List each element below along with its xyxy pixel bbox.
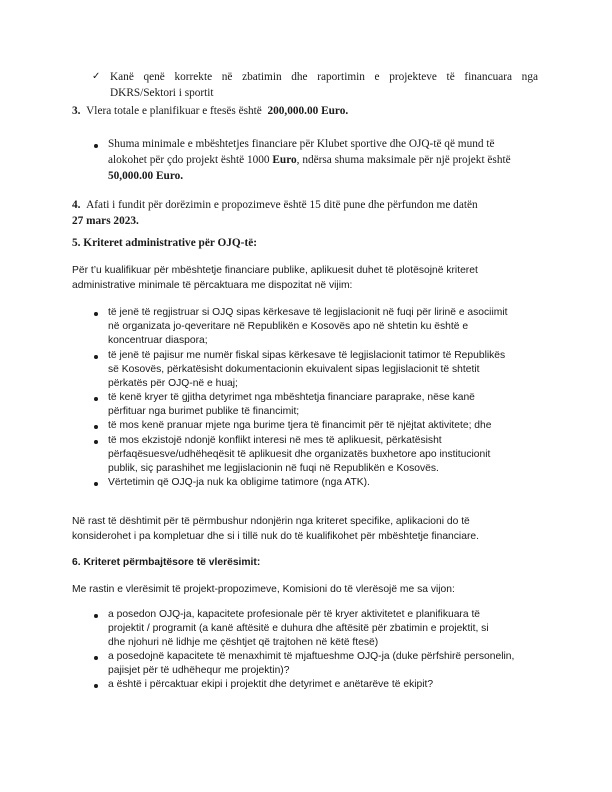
section3-bullet-line2a: alokohet për çdo projekt është 1000 <box>108 154 273 166</box>
bullet-icon <box>94 614 98 618</box>
section3-text: Vlera totale e planifikuar e ftesës është <box>86 105 262 117</box>
eval-item-2-line1: a posedojnë kapacitete të menaxhimit të mjaftueshme OJQ-ja (duke përfshirë personelin, <box>108 651 515 662</box>
check-item-line1: Kanë qenë korrekte në zbatimin dhe raportimin e projekteve të financuara nga <box>110 71 538 83</box>
criteria-item-5-line3: publik, siç parashihet me legjislacionin në fuqi në Republikën e Kosovës. <box>108 463 439 474</box>
section6-heading <box>72 556 260 570</box>
criteria-item-3-line1: të kenë kryer të gjitha detyrimet nga mbështetja financiare paraprake, nëse kanë <box>108 392 475 403</box>
section6-heading-text: 6. Kriteret përmbajtësore të vlerësimit: <box>72 557 261 568</box>
section3-number: 3. <box>72 105 81 117</box>
section5-closing-line2: konsiderohet i pa kompletuar dhe si i tillë nuk do të kualifikohet për mbështetje financiare. <box>72 531 479 542</box>
bullet-icon <box>94 425 98 429</box>
criteria-item-6-line1: Vërtetimin që OJQ-ja nuk ka obligime tatimore (nga ATK). <box>108 477 370 488</box>
section3-amount: 200,000.00 Euro. <box>267 105 349 117</box>
criteria-item-1-line2: në organizata jo-qeveritare në Republikën e Kosovës apo në shtetin ku është e <box>108 321 469 332</box>
bullet-icon <box>94 312 98 316</box>
section4-number: 4. <box>72 199 81 211</box>
bullet-icon <box>94 440 98 444</box>
eval-item-2-line2: pajisjet për të udhëhequr me projektin)? <box>108 665 290 676</box>
section4-date <box>72 214 139 229</box>
section5-intro-line1: Për t’u kualifikuar për mbështetje financiare publike, aplikuesit duhet të plotësojnë kriteret <box>72 265 478 276</box>
criteria-item-4-line1: të mos kenë pranuar mjete nga burime tjera të financimit për të njëjtat aktivitete; dhe <box>108 420 492 431</box>
eval-item-1-line3: dhe njohuri në lidhje me çështjet që trajtohen në këtë ftesë) <box>108 637 379 648</box>
section5-heading <box>72 236 257 251</box>
section4-date-text: 27 mars 2023. <box>72 215 139 227</box>
criteria-item-2-line2: së Kosovës, përkatësisht dokumentacionin ekuivalent sipas legjislacionit të shtetit <box>108 364 480 375</box>
section3-bullet-line2c: , ndërsa shuma maksimale për një projekt është <box>296 154 511 166</box>
criteria-item-2-line3: përkatës për OJQ-në e huaj; <box>108 378 238 389</box>
criteria-item-5-line2: përfaqësuesve/udhëheqësit të aplikuesit dhe organizatës buxhetore apo institucionit <box>108 449 491 460</box>
bullet-icon <box>94 656 98 660</box>
criteria-item-5-line1: të mos ekzistojë ndonjë konflikt interesi në mes të aplikuesit, përkatësisht <box>108 435 442 446</box>
criteria-item-3-line2: përfituar nga burimet publike të financimit; <box>108 406 300 417</box>
bullet-icon <box>94 482 98 486</box>
bullet-icon <box>94 397 98 401</box>
section3-bullet-line2 <box>108 153 511 168</box>
check-item-line2: DKRS/Sektori i sportit <box>110 87 214 99</box>
section3-bullet-euro: Euro <box>272 154 297 166</box>
section3-max-amount: 50,000.00 Euro. <box>108 170 184 182</box>
section5-heading-text: 5. Kriteret administrative për OJQ-të: <box>72 237 257 249</box>
eval-item-1-line2: projektit / programit (a kanë aftësitë e duhura dhe aftësitë për zbatimin e projektit, si <box>108 623 489 634</box>
section3-bullet-line1: Shuma minimale e mbështetjes financiare për Klubet sportive dhe OJQ-të që mund të <box>108 138 495 150</box>
checkmark-icon: ✓ <box>92 71 101 82</box>
section5-intro-line2: administrative minimale të përcaktuara me dispozitat në vijim: <box>72 280 353 291</box>
section6-intro: Me rastin e vlerësimit të projekt-propozimeve, Komisioni do të vlerësojë me sa vijon: <box>72 584 455 595</box>
eval-item-3-line1: a është i përcaktuar ekipi i projektit dhe detyrimet e anëtarëve të ekipit? <box>108 679 434 690</box>
section4-text: Afati i fundit për dorëzimin e propozimeve është 15 ditë pune dhe përfundon me datën <box>86 199 478 211</box>
eval-item-1-line1: a posedon OJQ-ja, kapacitete profesionale për të kryer aktivitetet e planifikuara të <box>108 609 481 620</box>
section3-line <box>72 104 348 119</box>
section5-closing-line1: Në rast të dështimit për të përmbushur ndonjërin nga kriteret specifike, aplikacioni do të <box>72 516 470 527</box>
section3-bullet-line3 <box>108 169 183 184</box>
criteria-item-2-line1: të jenë të pajisur me numër fiskal sipas kërkesave të legjislacionit tatimor të Republikës <box>108 350 506 361</box>
bullet-icon <box>94 355 98 359</box>
bullet-icon <box>94 144 98 148</box>
criteria-item-1-line3: koncentruar diaspora; <box>108 335 208 346</box>
section4-line1 <box>72 198 478 213</box>
criteria-item-1-line1: të jenë të regjistruar si OJQ sipas kërkesave të legjislacionit në fuqi për lirinë e asociimit <box>108 307 508 318</box>
bullet-icon <box>94 684 98 688</box>
